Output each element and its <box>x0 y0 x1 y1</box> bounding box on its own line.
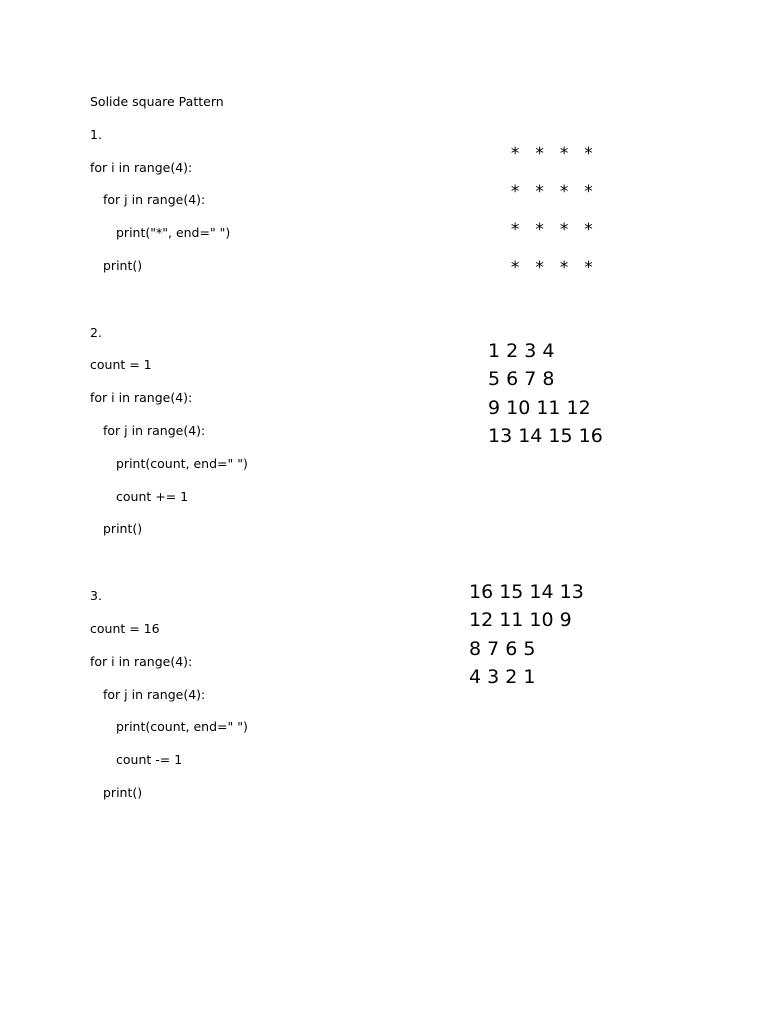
output-line: 5 6 7 8 <box>488 368 555 390</box>
output-line: 4 3 2 1 <box>469 666 536 688</box>
code-line: print() <box>103 258 143 273</box>
output-line: * * * * <box>510 220 596 240</box>
code-line: print("*", end=" ") <box>116 225 231 240</box>
code-line: count = 1 <box>90 357 152 372</box>
section-number: 1. <box>90 127 102 142</box>
output-line: 13 14 15 16 <box>488 425 603 447</box>
code-line: count += 1 <box>116 489 189 504</box>
section-number: 2. <box>90 325 102 340</box>
output-line: * * * * <box>510 182 596 202</box>
output-line: 8 7 6 5 <box>469 638 536 660</box>
code-line: count = 16 <box>90 621 160 636</box>
output-line: 1 2 3 4 <box>488 340 555 362</box>
code-line: print() <box>103 521 143 536</box>
code-line: print() <box>103 785 143 800</box>
code-line: for i in range(4): <box>90 654 193 669</box>
code-line: print(count, end=" ") <box>116 719 248 734</box>
code-line: for i in range(4): <box>90 390 193 405</box>
code-line: print(count, end=" ") <box>116 456 248 471</box>
code-line: for i in range(4): <box>90 160 193 175</box>
output-line: 16 15 14 13 <box>469 581 584 603</box>
code-line: for j in range(4): <box>103 687 206 702</box>
code-line: for j in range(4): <box>103 192 206 207</box>
output-line: * * * * <box>510 258 596 278</box>
code-line: count -= 1 <box>116 752 183 767</box>
section-number: 3. <box>90 588 102 603</box>
output-line: * * * * <box>510 144 596 164</box>
output-line: 9 10 11 12 <box>488 397 591 419</box>
code-line: for j in range(4): <box>103 423 206 438</box>
document-title: Solide square Pattern <box>90 94 224 109</box>
output-line: 12 11 10 9 <box>469 609 572 631</box>
